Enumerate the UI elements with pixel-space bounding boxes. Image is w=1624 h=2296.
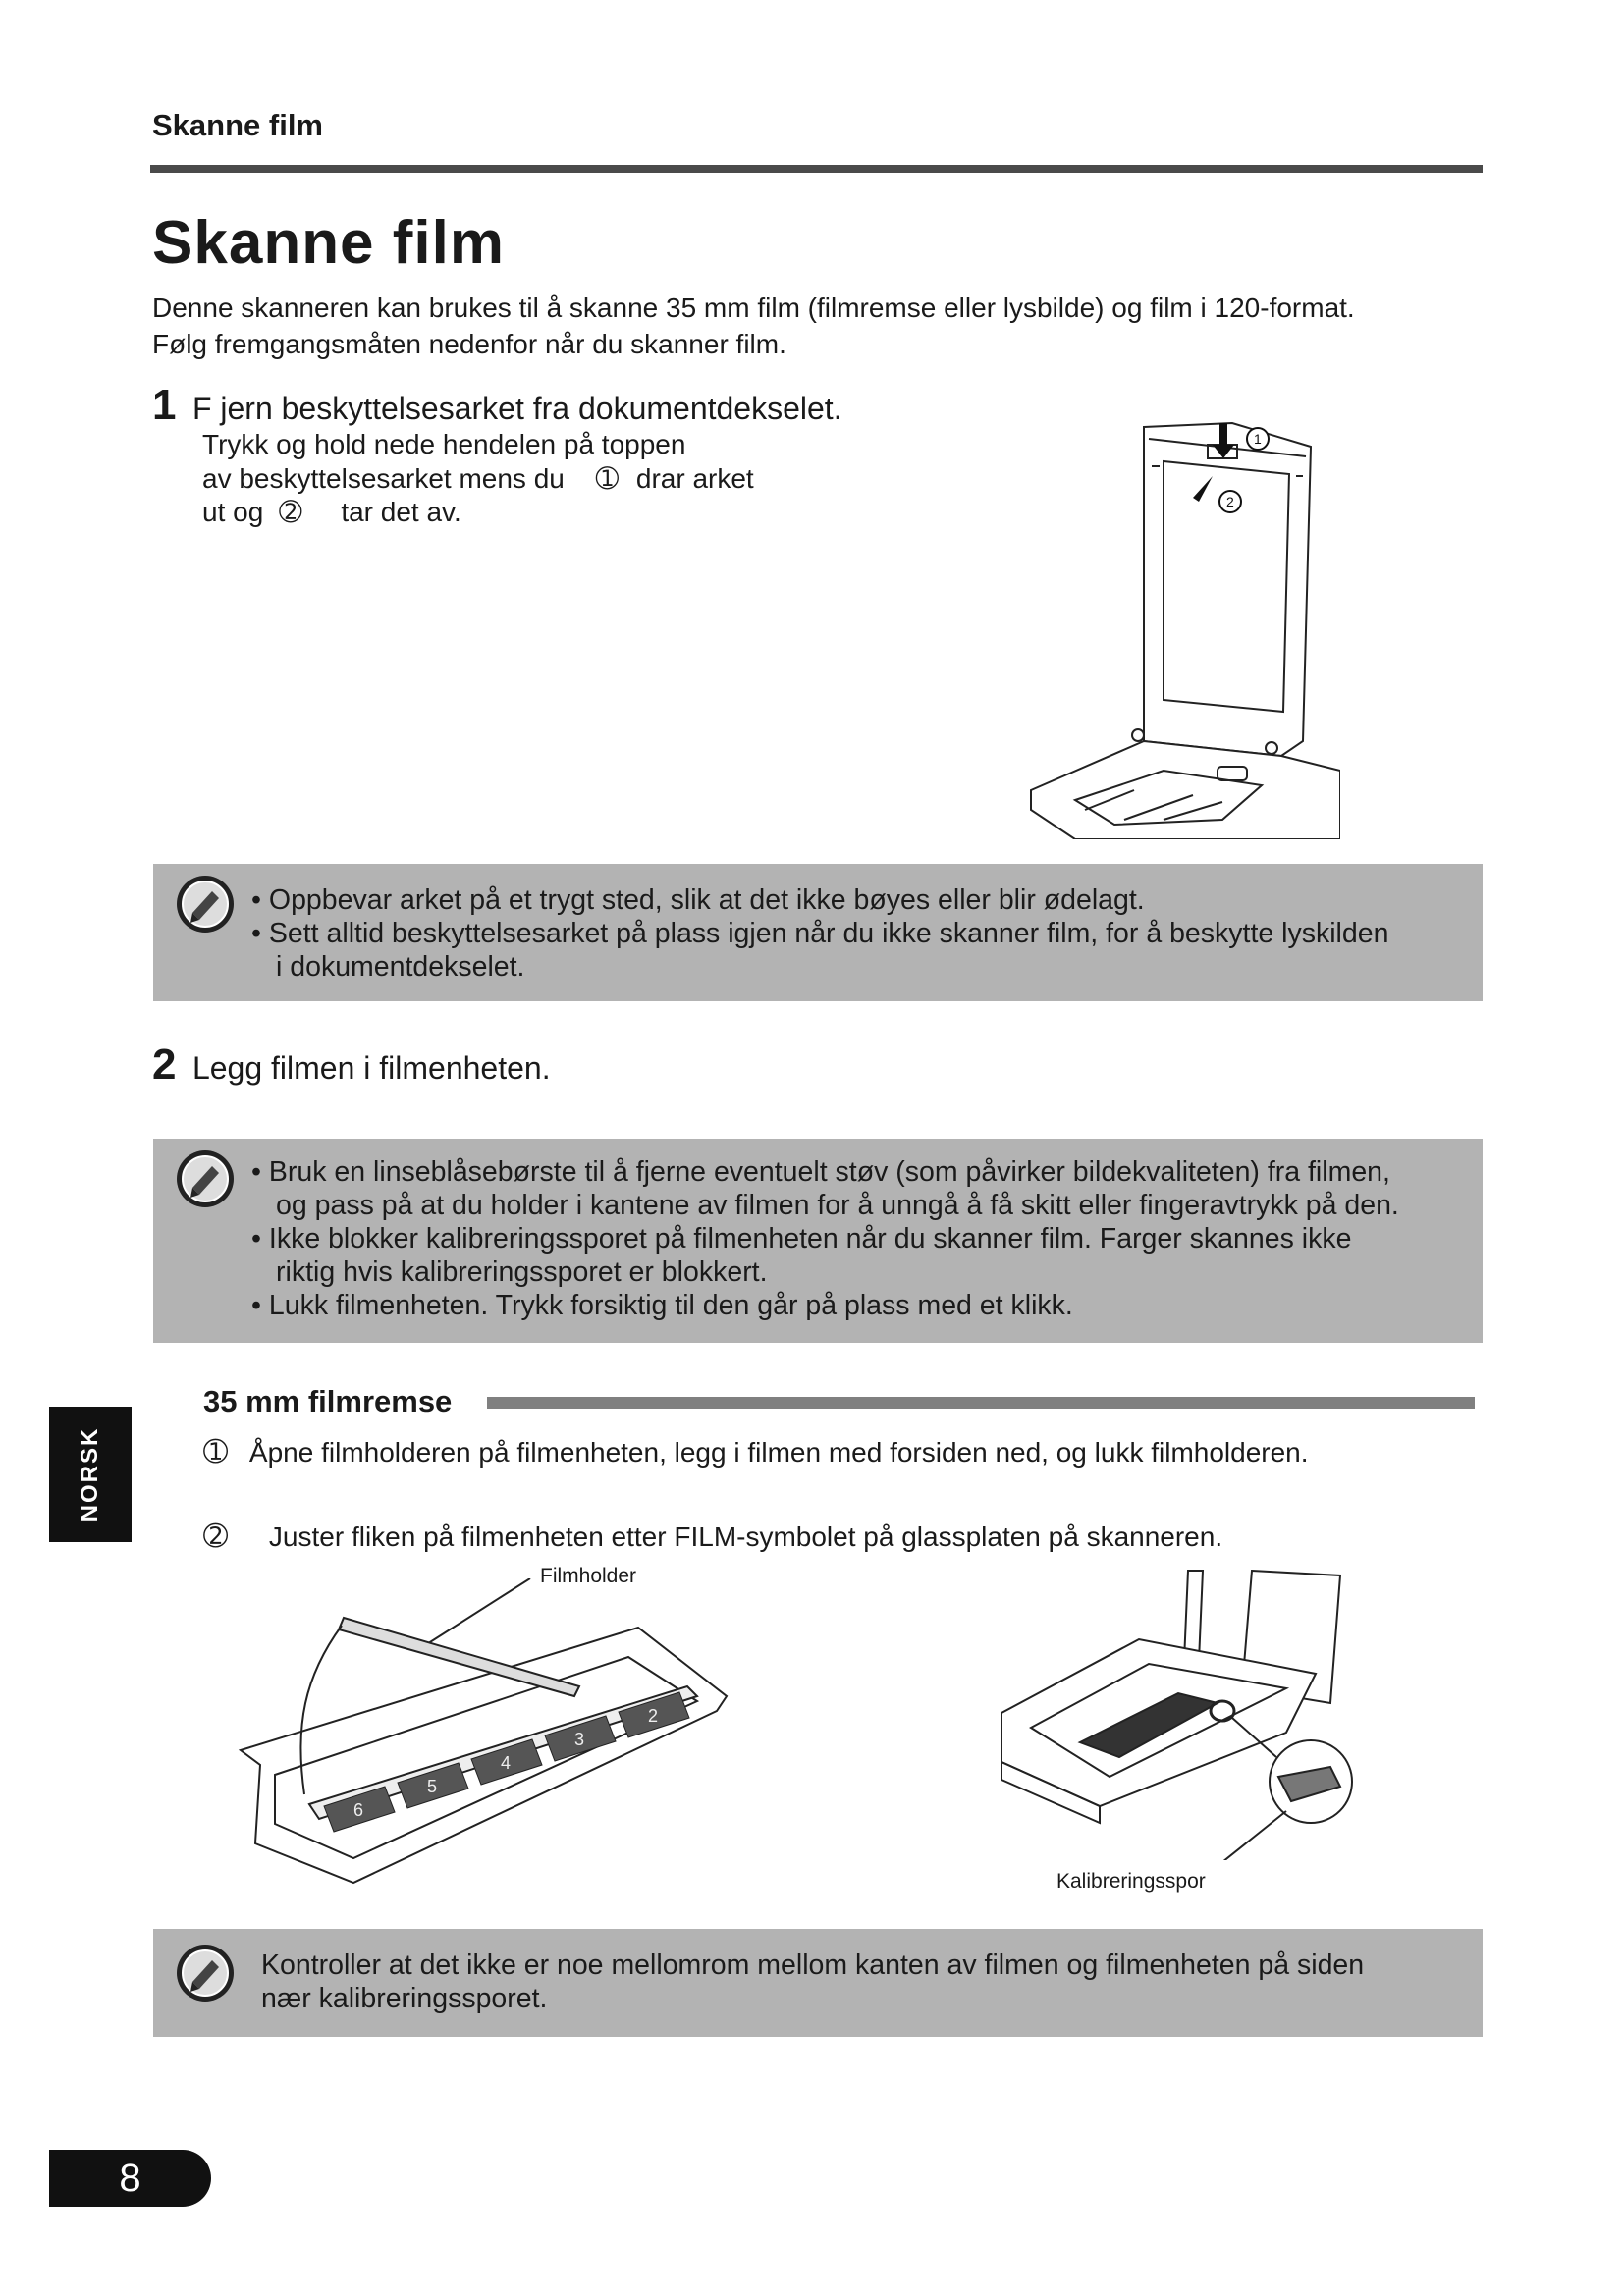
step-1-line-1: Trykk og hold nede hendelen på toppen: [202, 429, 686, 459]
scanner-film-illustration: [992, 1566, 1365, 1860]
svg-text:1: 1: [1254, 431, 1262, 447]
note-1-line-2: • Sett alltid beskyttelsesarket på plass igjen når du ikke skanner film, for å beskytte lyskilden: [251, 918, 1389, 949]
film-step-2-text: Juster fliken på filmenheten etter FILM-symbolet på glassplaten på skanneren.: [268, 1522, 1223, 1552]
label-filmholder: Filmholder: [540, 1565, 637, 1587]
page-title: Skanne film: [152, 209, 505, 277]
note-1-line-1: • Oppbevar arket på et trygt sted, slik at det ikke bøyes eller blir ødelagt.: [251, 884, 1145, 916]
scanner-lid-illustration: [1016, 417, 1340, 839]
note-2-line-4: riktig hvis kalibreringssporet er blokkert.: [276, 1256, 768, 1288]
film-frame-number: 5: [427, 1777, 438, 1796]
running-header: Skanne film: [152, 108, 323, 142]
step-1-line-2-text: av beskyttelsesarket mens du: [202, 463, 565, 494]
note-box-2: [153, 1139, 1483, 1343]
film-step-1-text: Åpne filmholderen på filmenheten, legg i filmen med forsiden ned, og lukk filmholderen.: [248, 1437, 1309, 1468]
intro-line-1: Denne skanneren kan brukes til å skanne 35 mm film (filmremse eller lysbilde) og film i 120-format.: [152, 293, 1355, 323]
note-box-3: [153, 1929, 1483, 2037]
step-2-number: 2: [152, 1041, 177, 1089]
note-pencil-icon: [175, 1943, 236, 2003]
step-1-line-3-tail: tar det av.: [341, 497, 461, 527]
note-2-line-1: • Bruk en linseblåsebørste til å fjerne eventuelt støv (som påvirker bildekvaliteten) fra filmen,: [251, 1156, 1390, 1188]
section-rule: [487, 1397, 1475, 1409]
language-tab: [49, 1407, 132, 1542]
svg-text:2: 2: [1226, 494, 1234, 509]
film-frame-number: 3: [574, 1730, 585, 1749]
step-1-mark-2: ➁: [279, 497, 302, 527]
film-step-2: [203, 1520, 1222, 1554]
step-1-number: 1: [152, 381, 177, 429]
step-1-mark-1: ➀: [595, 463, 620, 494]
page-number: 8: [49, 2150, 211, 2207]
film-frame-number: 2: [648, 1706, 659, 1726]
note-box-1: [153, 864, 1483, 1001]
step-1-heading: F jern beskyttelsesarket fra dokumentdekselet.: [191, 391, 842, 426]
note-2-line-5: • Lukk filmenheten. Trykk forsiktig til den går på plass med et klikk.: [251, 1290, 1073, 1321]
step-1-line-3: [202, 496, 461, 528]
note-pencil-icon: [175, 874, 236, 934]
intro-line-2: Følg fremgangsmåten nedenfor når du skanner film.: [152, 329, 786, 359]
step-2-heading: Legg filmen i filmenheten.: [191, 1050, 551, 1086]
label-calibration-slot: Kalibreringsspor: [1056, 1870, 1206, 1893]
note-1-line-3: i dokumentdekselet.: [276, 951, 525, 983]
film-step-1: [203, 1435, 1309, 1469]
note-pencil-icon: [175, 1148, 236, 1209]
film-frame-number: 4: [501, 1753, 512, 1773]
step-2: [152, 1041, 551, 1090]
language-tab-label: NORSK: [77, 1426, 103, 1522]
film-holder-illustration: [236, 1578, 736, 1902]
note-2-line-2: og pass på at du holder i kantene av filmen for å unngå å få skitt eller fingeravtrykk på den.: [276, 1190, 1399, 1221]
step-1: [152, 381, 842, 430]
note-3-line-2: nær kalibreringssporet.: [261, 1983, 548, 2014]
step-1-line-2: [202, 462, 754, 495]
film-frame-number: 6: [353, 1800, 364, 1820]
section-heading-35mm: 35 mm filmremse: [203, 1384, 453, 1418]
film-step-1-mark: ➀: [203, 1436, 229, 1468]
step-1-line-3-text: ut og: [202, 497, 264, 527]
note-3-line-1: Kontroller at det ikke er noe mellomrom mellom kanten av filmen og filmenheten på siden: [261, 1949, 1365, 1981]
header-rule: [150, 165, 1483, 173]
step-1-line-2-tail: drar arket: [635, 463, 754, 494]
film-step-2-mark: ➁: [203, 1521, 229, 1553]
note-2-line-3: • Ikke blokker kalibreringssporet på filmenheten når du skanner film. Farger skannes ikke: [251, 1223, 1352, 1255]
